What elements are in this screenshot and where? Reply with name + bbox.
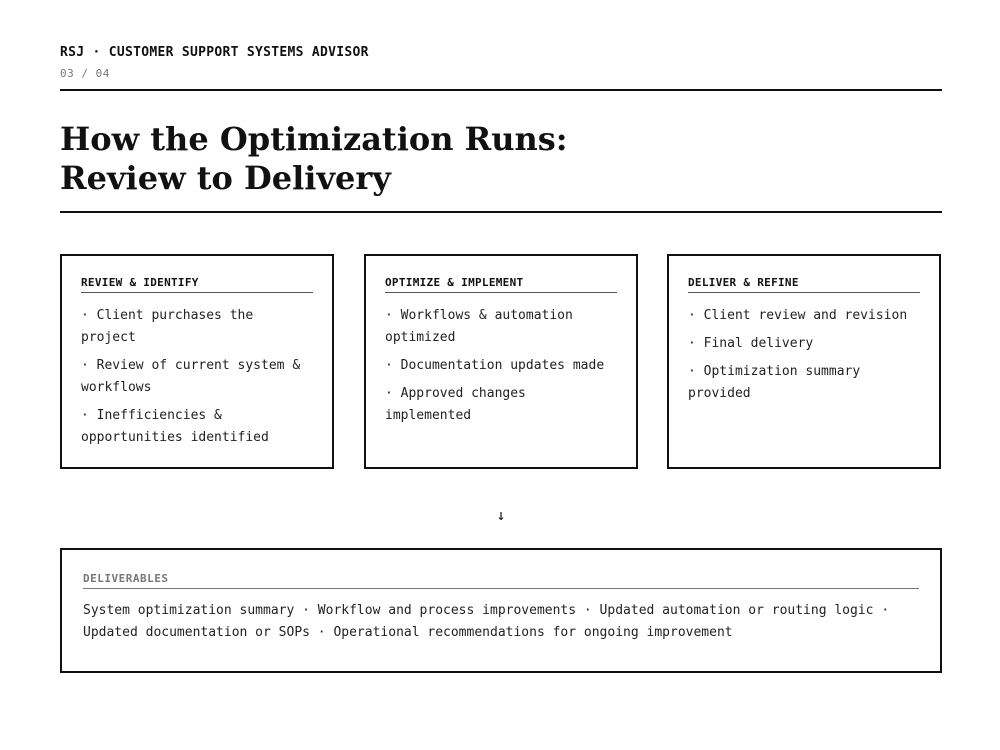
deliverables-text: System optimization summary · Workflow and process improvements · Updated automation or routing logic · Updated documentation or SOPs · Operational recommendations for ongoing improvement [83,603,890,640]
step-item: · Review of current system & workflows [81,358,301,395]
title-line-1: How the Optimization Runs: [60,120,568,158]
step-item: · Client purchases the project [81,308,254,345]
step-item: · Approved changes implemented [385,386,526,423]
deliverables-box [60,548,942,673]
step-list [385,305,617,427]
title-divider [60,211,942,213]
step-list [81,305,313,449]
page-indicator: 03 / 04 [60,67,110,80]
step-heading: DELIVER & REFINE [688,276,920,293]
deliverables-heading: DELIVERABLES [83,572,919,589]
brand-label: RSJ · CUSTOMER SUPPORT SYSTEMS ADVISOR [60,45,369,60]
step-card-deliver [667,254,941,469]
page-title [60,120,568,198]
step-item: · Inefficiencies & opportunities identified [81,408,269,445]
step-item: · Final delivery [688,336,814,351]
process-steps [60,254,942,469]
step-item: · Optimization summary provided [688,364,861,401]
down-arrow-icon: ↓ [496,506,506,524]
header-divider [60,89,942,91]
step-heading: OPTIMIZE & IMPLEMENT [385,276,617,293]
step-card-review [60,254,334,469]
step-card-optimize [364,254,638,469]
title-line-2: Review to Delivery [60,159,391,197]
step-item: · Workflows & automation optimized [385,308,573,345]
step-item: · Client review and revision [688,308,908,323]
step-heading: REVIEW & IDENTIFY [81,276,313,293]
step-item: · Documentation updates made [385,358,605,373]
step-list [688,305,920,405]
